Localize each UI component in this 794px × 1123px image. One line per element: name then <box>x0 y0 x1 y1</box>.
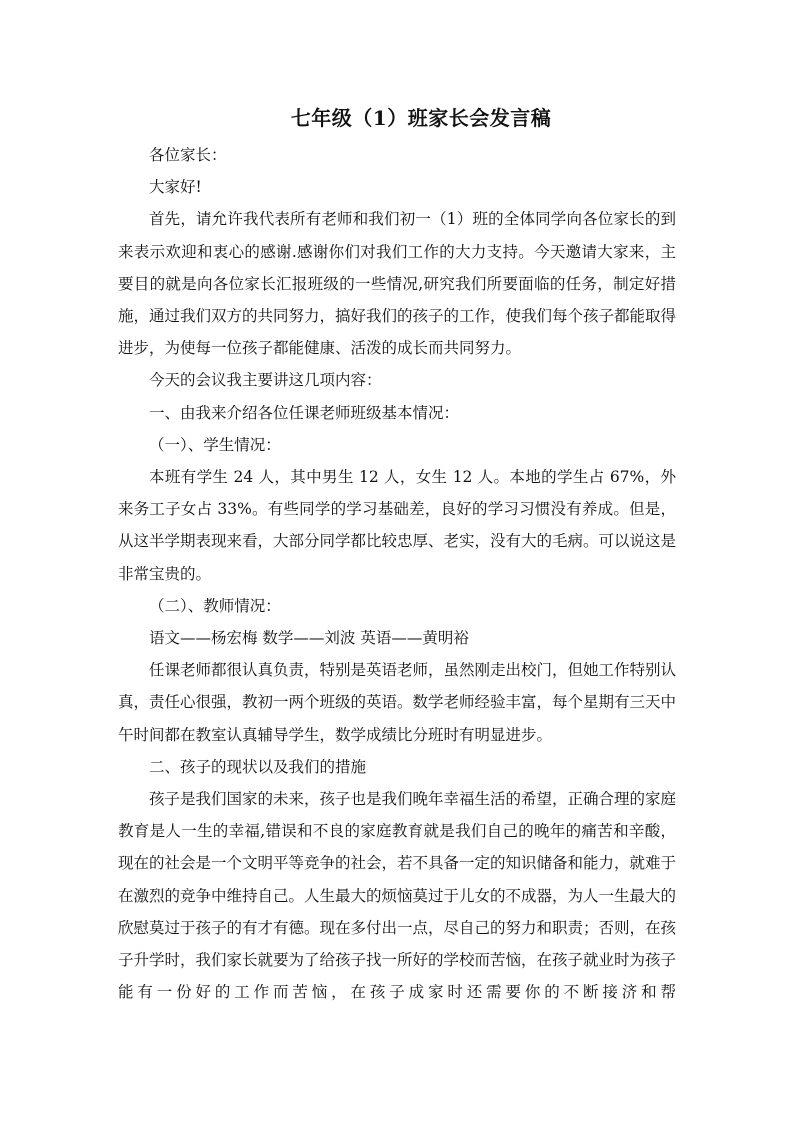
salutation-line: 大家好! <box>149 178 202 197</box>
document-body <box>118 139 676 1008</box>
section-heading-1: 一、由我来介绍各位任课老师班级基本情况： <box>149 403 460 422</box>
subsection-heading-teachers: （二）、教师情况： <box>149 596 281 615</box>
teachers-list: 语文——杨宏梅 数学——刘波 英语——黄明裕 <box>149 629 469 648</box>
children-paragraph: 孩子是我们国家的未来，孩子也是我们晚年幸福生活的希望，正确合理的家庭教育是人一生的幸福,错误和不良的家庭教育就是我们自己的晚年的痛苦和辛酸，现在的社会是一个文明平等竞争的社会，若不具备一定的知识储备和能力，就难于在激烈的竞争中维持自己。人生最大的烦恼莫过于儿女的不成器，为人一生最大的欣慰莫过于孩子的有才有德。现在多付出一点，尽自己的努力和职责；否则，在孩子升学时，我们家长就要为了给孩子找一所好的学校而苦恼，在孩子就业时为孩子能有一份好的工作而苦恼，在孩子成家时还需要你的不断接济和帮 <box>118 790 677 1002</box>
intro-paragraph: 首先，请允许我代表所有老师和我们初一（1）班的全体同学向各位家长的到来表示欢迎和衷心的感谢.感谢你们对我们工作的大力支持。今天邀请大家来，主要目的就是向各位家长汇报班级的一些情况,研究我们所要面临的任务，制定好措施，通过我们双方的共同努力，搞好我们的孩子的工作，使我们每个孩子都能取得进步，为使每一位孩子都能健康、活泼的成长而共同努力。 <box>118 210 677 358</box>
students-paragraph: 本班有学生 24 人，其中男生 12 人，女生 12 人。本地的学生占 67%，外来务工子女占 33%。有些同学的学习基础差，良好的学习习惯没有养成。但是，从这半学期表现来看，大部分同学都比较忠厚、老实，没有大的毛病。可以说这是非常宝贵的。 <box>118 468 677 583</box>
section-heading-2: 二、孩子的现状以及我们的措施 <box>149 757 367 776</box>
agenda-line: 今天的会议我主要讲这几项内容： <box>149 371 382 390</box>
document-title: 七年级（1）班家长会发言稿 <box>290 106 552 130</box>
greeting-line: 各位家长： <box>149 146 227 164</box>
teachers-paragraph: 任课老师都很认真负责，特别是英语老师，虽然刚走出校门，但她工作特别认真，责任心很强，教初一两个班级的英语。数学老师经验丰富，每个星期有三天中午时间都在教室认真辅导学生，数学成绩比分班时有明显进步。 <box>118 661 677 744</box>
subsection-heading-students: （一）、学生情况： <box>149 435 281 454</box>
